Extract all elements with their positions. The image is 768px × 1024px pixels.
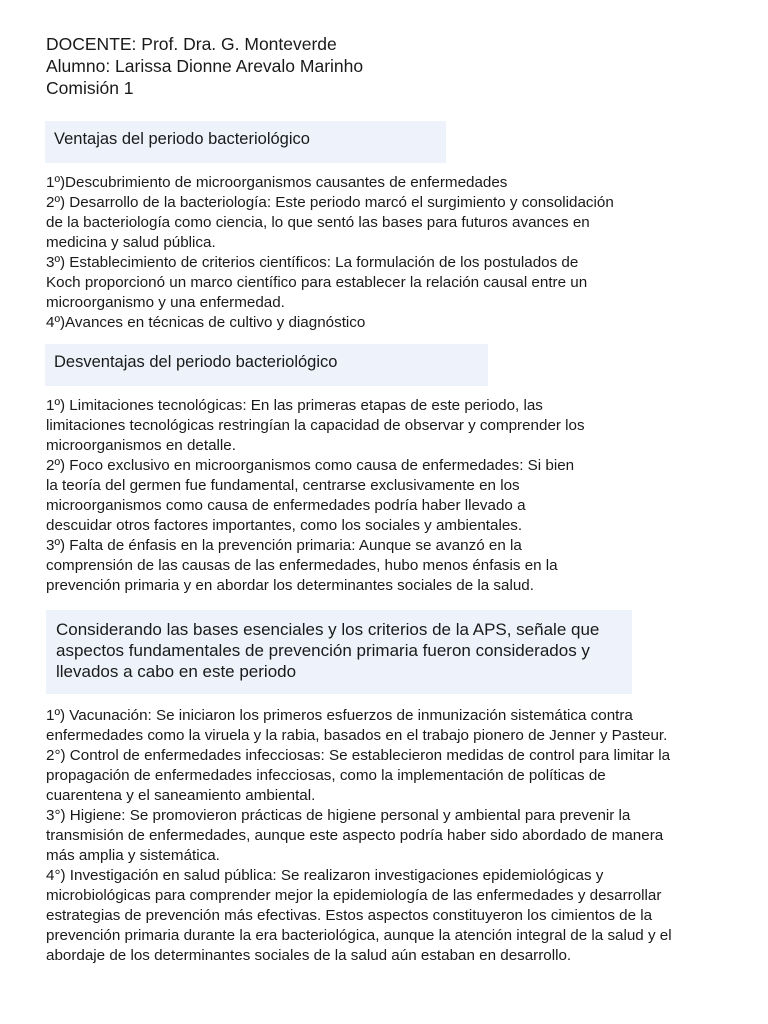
text-line: más amplia y sistemática. xyxy=(46,847,220,864)
text-line: prevención primaria y en abordar los determinantes sociales de la salud. xyxy=(46,577,534,594)
text-line: 2°) Control de enfermedades infecciosas: Se establecieron medidas de control para limitar la xyxy=(46,747,671,764)
comision-line: Comisión 1 xyxy=(46,78,134,98)
alumno-line: Alumno: Larissa Dionne Arevalo Marinho xyxy=(46,56,364,76)
text-line: abordaje de los determinantes sociales de la salud aún estaban en desarrollo. xyxy=(46,947,572,964)
aps-answer-paragraph xyxy=(46,706,672,966)
text-line: de la bacteriología como ciencia, lo que sentó las bases para futuros avances en xyxy=(46,214,590,231)
desventajas-paragraph xyxy=(46,396,585,596)
text-line: microbiológicas para comprender mejor la epidemiología de las enfermedades y desarrollar xyxy=(46,887,662,904)
text-line: Koch proporcionó un marco científico para establecer la relación causal entre un xyxy=(46,274,588,291)
docente-line: DOCENTE: Prof. Dra. G. Monteverde xyxy=(46,34,337,54)
text-line: descuidar otros factores importantes, como los sociales y ambientales. xyxy=(46,517,523,534)
text-line: microorganismo y una enfermedad. xyxy=(46,294,285,311)
text-line: 4º)Avances en técnicas de cultivo y diagnóstico xyxy=(46,314,366,331)
text-line: prevención primaria durante la era bacteriológica, aunque la atención integral de la salud y el xyxy=(46,927,672,944)
text-line: 3º) Falta de énfasis en la prevención primaria: Aunque se avanzó en la xyxy=(46,537,522,554)
text-line: microorganismos en detalle. xyxy=(46,437,236,454)
section-heading-text: Considerando las bases esenciales y los criterios de la APS, señale que xyxy=(56,620,600,639)
text-line: propagación de enfermedades infecciosas, como la implementación de políticas de xyxy=(46,767,606,784)
text-line: cuarentena y el saneamiento ambiental. xyxy=(46,787,316,804)
document-header xyxy=(46,33,363,99)
text-line: comprensión de las causas de las enfermedades, hubo menos énfasis en la xyxy=(46,557,558,574)
text-line: medicina y salud pública. xyxy=(46,234,216,251)
text-line: 1º)Descubrimiento de microorganismos causantes de enfermedades xyxy=(46,174,508,191)
text-line: 3º) Establecimiento de criterios científicos: La formulación de los postulados de xyxy=(46,254,579,271)
text-line: limitaciones tecnológicas restringían la capacidad de observar y comprender los xyxy=(46,417,585,434)
section-heading-text: llevados a cabo en este periodo xyxy=(56,662,297,681)
text-line: 2º) Foco exclusivo en microorganismos como causa de enfermedades: Si bien xyxy=(46,457,575,474)
section-heading-text: aspectos fundamentales de prevención primaria fueron considerados y xyxy=(56,641,590,660)
section-heading-ventajas xyxy=(45,121,446,163)
text-line: transmisión de enfermedades, aunque este aspecto podría haber sido abordado de manera xyxy=(46,827,664,844)
text-line: 1º) Limitaciones tecnológicas: En las primeras etapas de este periodo, las xyxy=(46,397,543,414)
text-line: enfermedades como la viruela y la rabia, basados en el trabajo pionero de Jenner y Pasteur. xyxy=(46,727,668,744)
text-line: la teoría del germen fue fundamental, centrarse exclusivamente en los xyxy=(46,477,520,494)
text-line: 3°) Higiene: Se promovieron prácticas de higiene personal y ambiental para prevenir la xyxy=(46,807,631,824)
ventajas-paragraph xyxy=(46,173,614,333)
text-line: 2º) Desarrollo de la bacteriología: Este periodo marcó el surgimiento y consolidación xyxy=(46,194,614,211)
section-heading-text: Ventajas del periodo bacteriológico xyxy=(54,130,310,148)
text-line: 4°) Investigación en salud pública: Se realizaron investigaciones epidemiológicas y xyxy=(46,867,604,884)
text-line: estrategias de prevención más efectivas. Estos aspectos constituyeron los cimientos de la xyxy=(46,907,653,924)
section-heading-aps-question xyxy=(46,610,632,694)
text-line: microorganismos como causa de enfermedades podría haber llevado a xyxy=(46,497,526,514)
section-heading-desventajas xyxy=(45,344,488,386)
text-line: 1º) Vacunación: Se iniciaron los primeros esfuerzos de inmunización sistemática contra xyxy=(46,707,633,724)
section-heading-text: Desventajas del periodo bacteriológico xyxy=(54,353,338,371)
